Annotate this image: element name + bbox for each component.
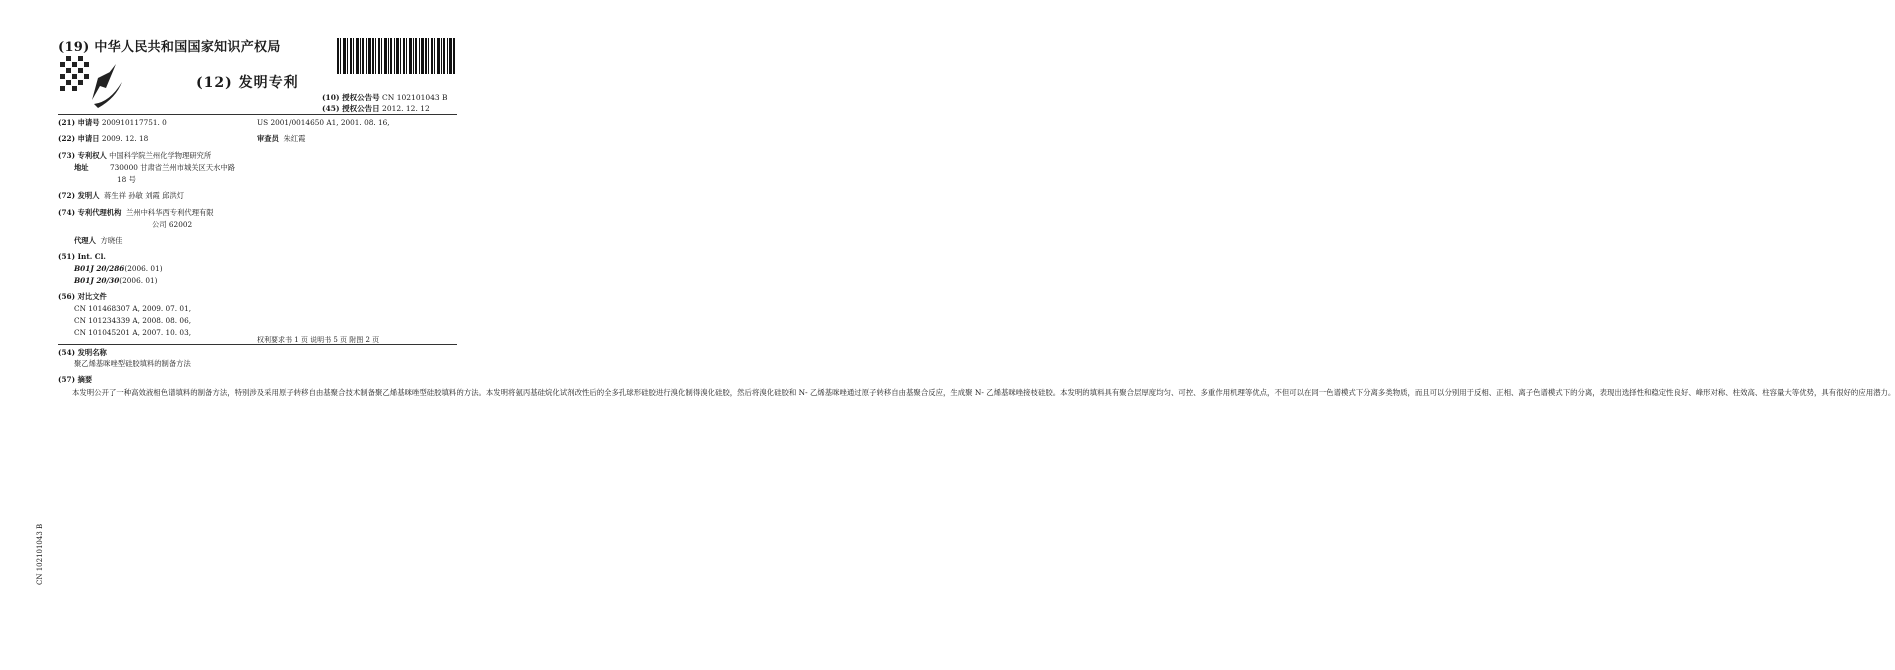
address-label: 地址 [74, 163, 89, 172]
cited-reference-us: US 2001/0014650 A1, 2001. 08. 16, [257, 118, 390, 127]
abstract-label: (57) 摘要 [58, 375, 93, 384]
invention-title: 聚乙烯基咪唑型硅胶填料的制备方法 [74, 359, 191, 368]
title-label: (54) 发明名称 [58, 348, 107, 357]
examiner: 审查员 朱红霞 [257, 134, 306, 143]
middle-divider [58, 344, 457, 345]
page-counts: 权利要求书 1 页 说明书 5 页 附图 2 页 [257, 336, 380, 344]
inventors: (72) 发明人 蒋生祥 孙敏 刘霞 邱洪灯 [58, 191, 185, 200]
ipc-code-1: B01J 20/286(2006. 01) [74, 264, 163, 273]
application-date: (22) 申请日 2009. 12. 18 [58, 134, 149, 143]
patent-agency-line-2: 公司 62002 [152, 220, 193, 229]
publication-date: (45) 授权公告日 2012. 12. 12 [322, 104, 430, 113]
cited-reference-2: CN 101234339 A, 2008. 08. 06, [74, 316, 192, 325]
barcode [337, 38, 455, 74]
side-publication-code: CN 102101043 B [36, 523, 44, 585]
int-cl-label: (51) Int. Cl. [58, 252, 106, 261]
patentee: (73) 专利权人 中国科学院兰州化学物理研究所 [58, 151, 212, 160]
address-line-2: 18 号 [117, 175, 136, 184]
cited-references-label: (56) 对比文件 [58, 292, 107, 301]
publication-number: (10) 授权公告号 CN 102101043 B [322, 93, 448, 102]
sipo-logo [58, 52, 132, 110]
address-line-1: 730000 甘肃省兰州市城关区天水中路 [110, 163, 236, 172]
patent-agency: (74) 专利代理机构 兰州中科华西专利代理有限 [58, 208, 214, 217]
document-type: (12) 发明专利 [196, 75, 299, 91]
cited-reference-3: CN 101045201 A, 2007. 10. 03, [74, 328, 192, 337]
ipc-code-2: B01J 20/30(2006. 01) [74, 276, 158, 285]
office-name: (19) 中华人民共和国国家知识产权局 [58, 40, 281, 55]
header-divider [58, 114, 457, 115]
abstract-text: 本发明公开了一种高效液相色谱填料的制备方法，特别涉及采用原子转移自由基聚合技术制备聚乙烯基咪唑型硅胶填料的方法。本发明将氨丙基硅烷化试剂改性后的全多孔球形硅胶进行溴化制得溴化硅胶，然后将溴化硅胶和 N- 乙烯基咪唑通过原子转移自由基聚合反应，生成聚 N- 乙烯基咪唑接枝硅胶。本发明的填料具有聚合层厚度均匀、可控、多重作用机理等优点，不但可以在同一色谱模式下分离多类物质，而且可以分别用于反相、正相、离子色谱模式下的分离，表现出选择性和稳定性良好、峰形对称、柱效高、柱容量大等优势，具有很好的应用潜力。 [72, 388, 1895, 397]
application-number: (21) 申请号 200910117751. 0 [58, 118, 167, 127]
agent: 代理人 方晓佳 [74, 236, 123, 245]
cited-reference-1: CN 101468307 A, 2009. 07. 01, [74, 304, 192, 313]
